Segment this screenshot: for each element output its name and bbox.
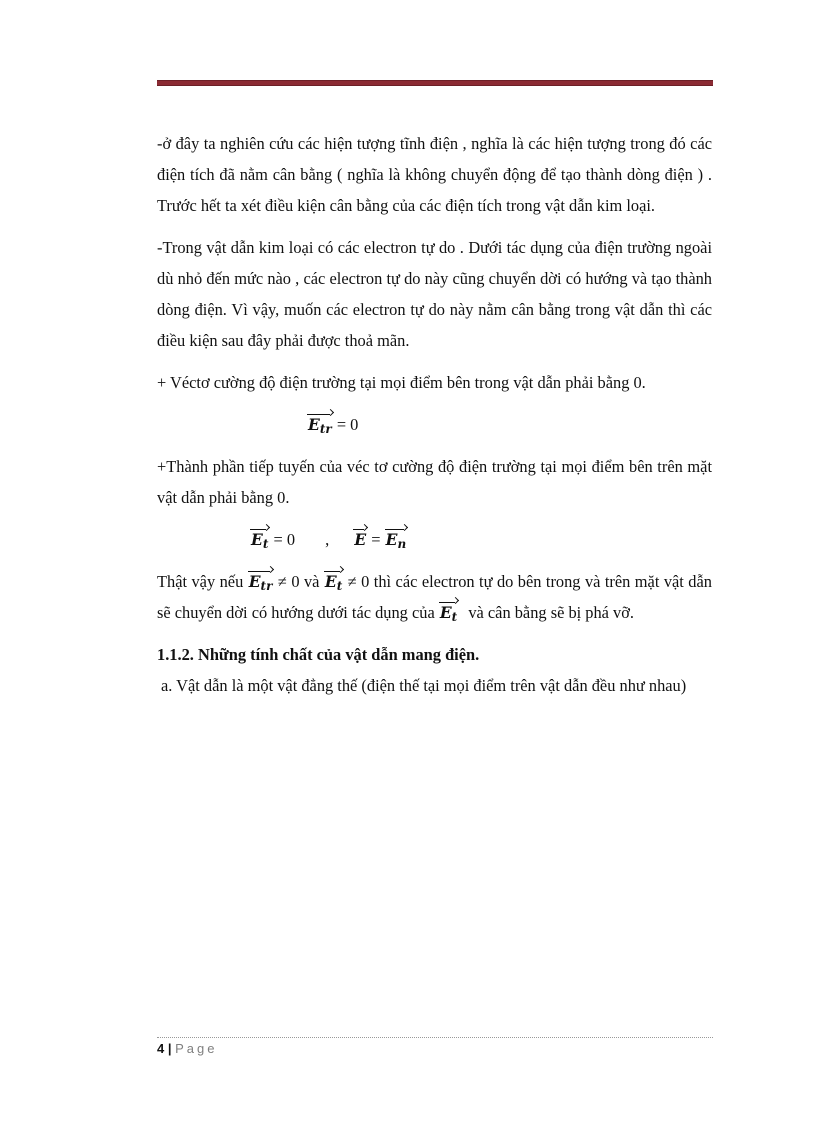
proof-text-b: ≠ 0 và xyxy=(277,572,320,591)
section-item-a: a. Vật dẫn là một vật đẳng thế (điện thế tại mọi điểm trên vật dẫn đều như nhau) xyxy=(161,676,687,695)
vector-e: E xyxy=(354,530,367,549)
page-number: 4 xyxy=(157,1041,165,1056)
paragraph-proof xyxy=(157,566,712,628)
footer-rule xyxy=(157,1037,713,1038)
equation-e-tr xyxy=(157,409,712,440)
vector-e-t-inline-2: $E_t$ xyxy=(439,603,458,624)
vector-e-t: $E_t$ xyxy=(251,530,269,551)
proof-text-d: và cân bằng sẽ bị phá vỡ. xyxy=(468,603,635,622)
proof-text-c: ≠ 0 thì các electron tự do bên trong và trên mặt vật dẫn sẽ chuyển dời có hướng dưới tác dụng của xyxy=(157,572,712,622)
header-rule xyxy=(157,80,713,86)
vector-e-n: $E_n$ xyxy=(385,530,407,551)
equation-e-t-rhs: = 0 xyxy=(273,530,296,549)
paragraph-condition-interior: + Véctơ cường độ điện trường tại mọi điểm bên trong vật dẫn phải bằng 0. xyxy=(157,373,646,392)
equation-separator: , xyxy=(325,530,330,549)
equation-e-t xyxy=(157,524,712,555)
page-body xyxy=(157,128,712,701)
paragraph-condition-tangent: +Thành phần tiếp tuyến của véc tơ cường độ điện trường tại mọi điểm bên trên mặt vật dẫn phải bằng 0. xyxy=(157,457,712,507)
paragraph-free-electrons: -Trong vật dẫn kim loại có các electron tự do . Dưới tác dụng của điện trường ngoài dù nhỏ đến mức nào , các electron tự do này cũng chuyển dời có hướng và tạo thành dòng điện. Vì vậy, muốn các electron tự do này nằm cân bằng trong vật dẫn thì các điều kiện sau đây phải được thoả mãn. xyxy=(157,238,712,350)
equation-equals: = xyxy=(371,530,381,549)
vector-e-tr-inline: $E_{tr}$ xyxy=(248,572,273,593)
page-footer xyxy=(157,1041,218,1056)
vector-e-t-inline: $E_t$ xyxy=(324,572,343,593)
footer-separator: | xyxy=(167,1041,172,1056)
paragraph-electrostatics-intro: -ở đây ta nghiên cứu các hiện tượng tĩnh điện , nghĩa là các hiện tượng trong đó các điện tích đã nằm cân bằng ( nghĩa là không chuyển động để tạo thành dòng điện ) . Trước hết ta xét điều kiện cân bằng của các điện tích trong vật dẫn kim loại. xyxy=(157,134,712,215)
section-heading: 1.1.2. Những tính chất của vật dẫn mang điện. xyxy=(157,645,480,664)
vector-e-tr: $E_{tr}$ xyxy=(308,415,332,436)
proof-text-a: Thật vậy nếu xyxy=(157,572,244,591)
equation-e-tr-rhs: = 0 xyxy=(336,415,359,434)
page-label: Page xyxy=(175,1041,218,1056)
